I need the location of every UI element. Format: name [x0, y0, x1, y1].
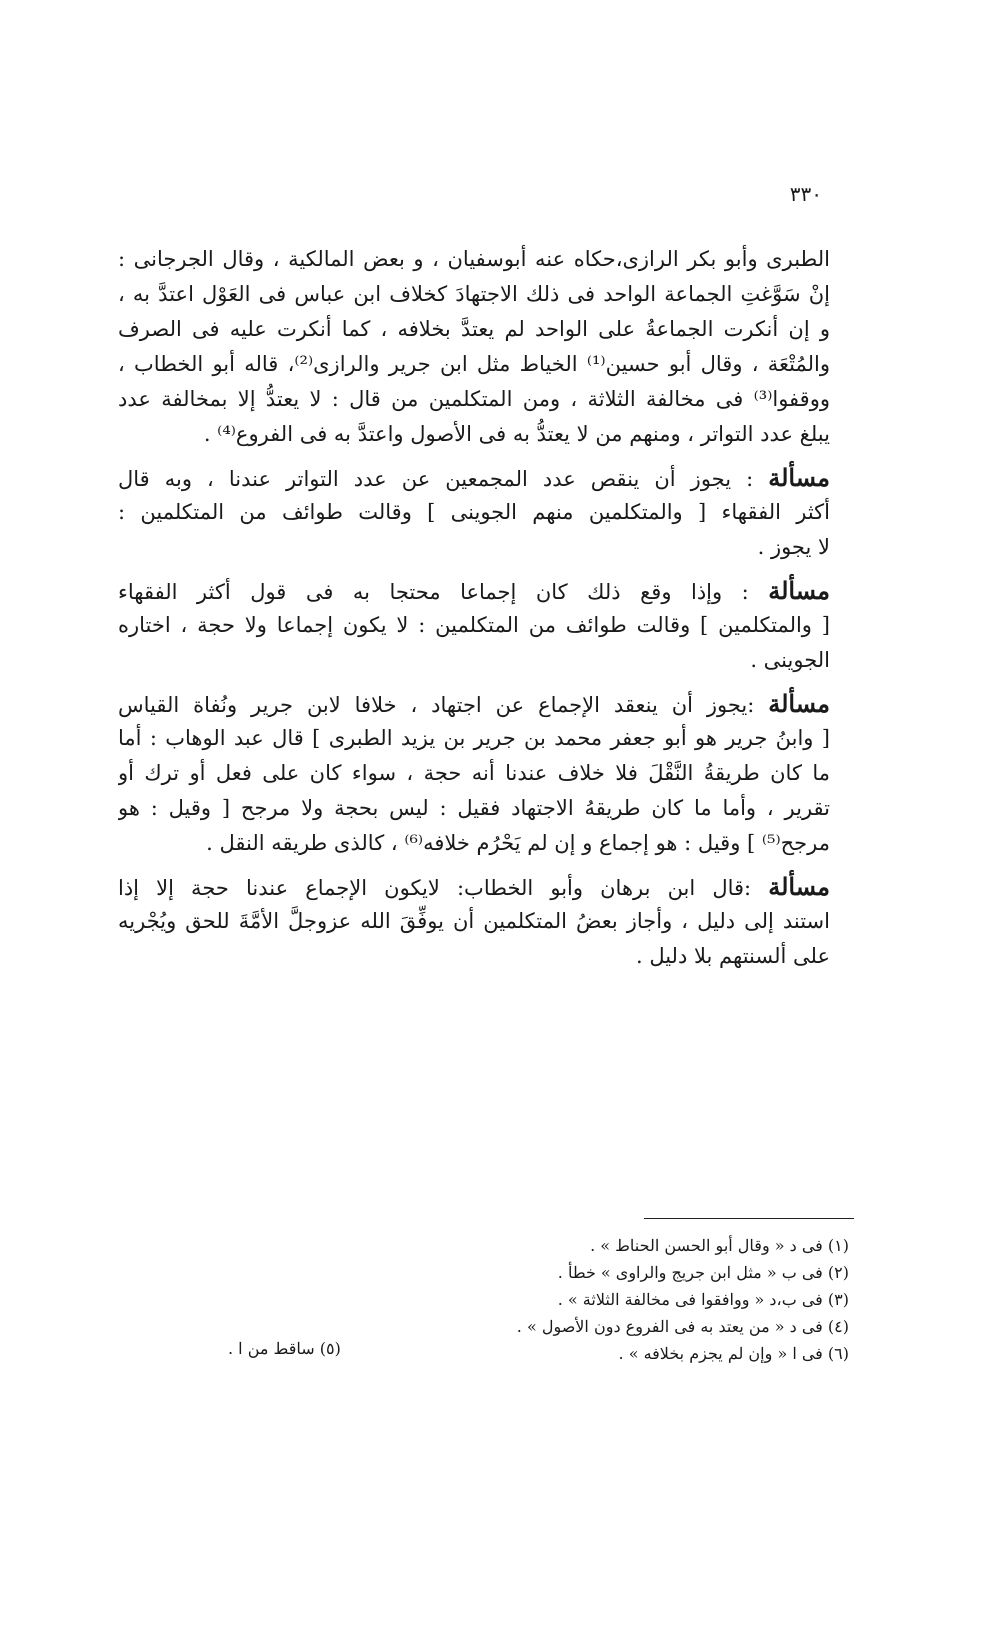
question-heading-word: مسألة [768, 872, 830, 901]
text-line: ما كان طريقةُ النَّقْلَ فلا خلاف عندنا أنه حجة ، سواء كان على فعل أو ترك أو [118, 761, 830, 785]
question-heading-line: مسألة :يجوز أن ينعقد الإجماع عن اجتهاد ، خلافا لابن جرير ونُفاة القياس [118, 689, 830, 718]
page-number: ٣٣٠ [789, 182, 822, 206]
text-line: الطبرى وأبو بكر الرازى،حكاه عنه أبوسفيان ، و بعض المالكية ، وقال الجرجانى : [118, 247, 830, 271]
main-text [118, 242, 830, 974]
text-line: مرجح⁽⁵⁾ ] وقيل : هو إجماع و إن لم يَحْرُم خلافه⁽⁶⁾ ، كالذى طريقه النقل . [206, 831, 830, 855]
footnote: (٣) فى ب،د « ووافقوا فى مخالفة الثلاثة » . [557, 1290, 849, 1309]
text-line: لا يجوز . [757, 535, 830, 559]
text-line: يبلغ عدد التواتر ، ومنهم من لا يعتدُّ به فى الأصول واعتدَّ به فى الفروع⁽⁴⁾ . [203, 422, 830, 446]
text-line: استند إلى دليل ، وأجاز بعضُ المتكلمين أن يوفِّقَ الله عزوجلَّ الأمَّةَ للحق ويُجْريه [118, 909, 830, 933]
text-line: و إن أنكرت الجماعةُ على الواحد لم يعتدَّ بخلافه ، كما أنكرت عليه فى الصرف [118, 317, 830, 341]
question-heading-word: مسألة [768, 576, 830, 605]
footnote-divider [644, 1218, 854, 1219]
footnote: (١) فى د « وقال أبو الحسن الحناط » . [590, 1236, 849, 1255]
text-line: ووقفوا⁽³⁾ فى مخالفة الثلاثة ، ومن المتكلمين من قال : لا يعتدُّ إلا بمخالفة عدد [118, 387, 830, 411]
text-line: إنْ سَوَّغتِ الجماعة الواحد فى ذلك الاجتهادَ كخلاف ابن عباس فى العَوْل اعتدَّ به ، [118, 282, 830, 306]
text-line: أكثر الفقهاء [ والمتكلمين منهم الجوينى ] وقالت طوائف من المتكلمين : [118, 500, 830, 524]
text-line: الجوينى . [750, 648, 830, 672]
text-line: [ وابنُ جرير هو أبو جعفر محمد بن جرير بن يزيد الطبرى ] قال عبد الوهاب : أما [118, 726, 830, 750]
question-heading-line: مسألة : وإذا وقع ذلك كان إجماعا محتجا به فى قول أكثر الفقهاء [118, 576, 830, 605]
footnote: (٤) فى د « من يعتد به فى الفروع دون الأصول » . [516, 1317, 849, 1336]
footnote: (٢) فى ب « مثل ابن جريج والراوى » خطأ . [557, 1263, 849, 1282]
question-heading-line: مسألة :قال ابن برهان وأبو الخطاب: لايكون الإجماع عندنا حجة إلا إذا [118, 872, 830, 901]
text-line: على ألسنتهم بلا دليل . [635, 944, 830, 968]
question-heading-word: مسألة [768, 463, 830, 492]
question-heading-word: مسألة [768, 689, 830, 718]
question-heading-line: مسألة : يجوز أن ينقص عدد المجمعين عن عدد التواتر عندنا ، وبه قال [118, 463, 830, 492]
text-line: [ والمتكلمين ] وقالت طوائف من المتكلمين : لا يكون إجماعا ولا حجة ، اختاره [118, 613, 830, 637]
text-line: تقرير ، وأما ما كان طريقهُ الاجتهاد فقيل : ليس بحجة ولا مرجح [ وقيل : هو [118, 796, 830, 820]
footnote-side: (٥) ساقط من ا . [228, 1339, 341, 1358]
footnotes [289, 1232, 849, 1367]
footnote: (٦) فى ا « وإن لم يجزم بخلافه » . [618, 1344, 849, 1363]
text-line: والمُتْعَة ، وقال أبو حسين⁽¹⁾ الخياط مثل ابن جرير والرازى⁽²⁾، قاله أبو الخطاب ، [118, 352, 830, 376]
